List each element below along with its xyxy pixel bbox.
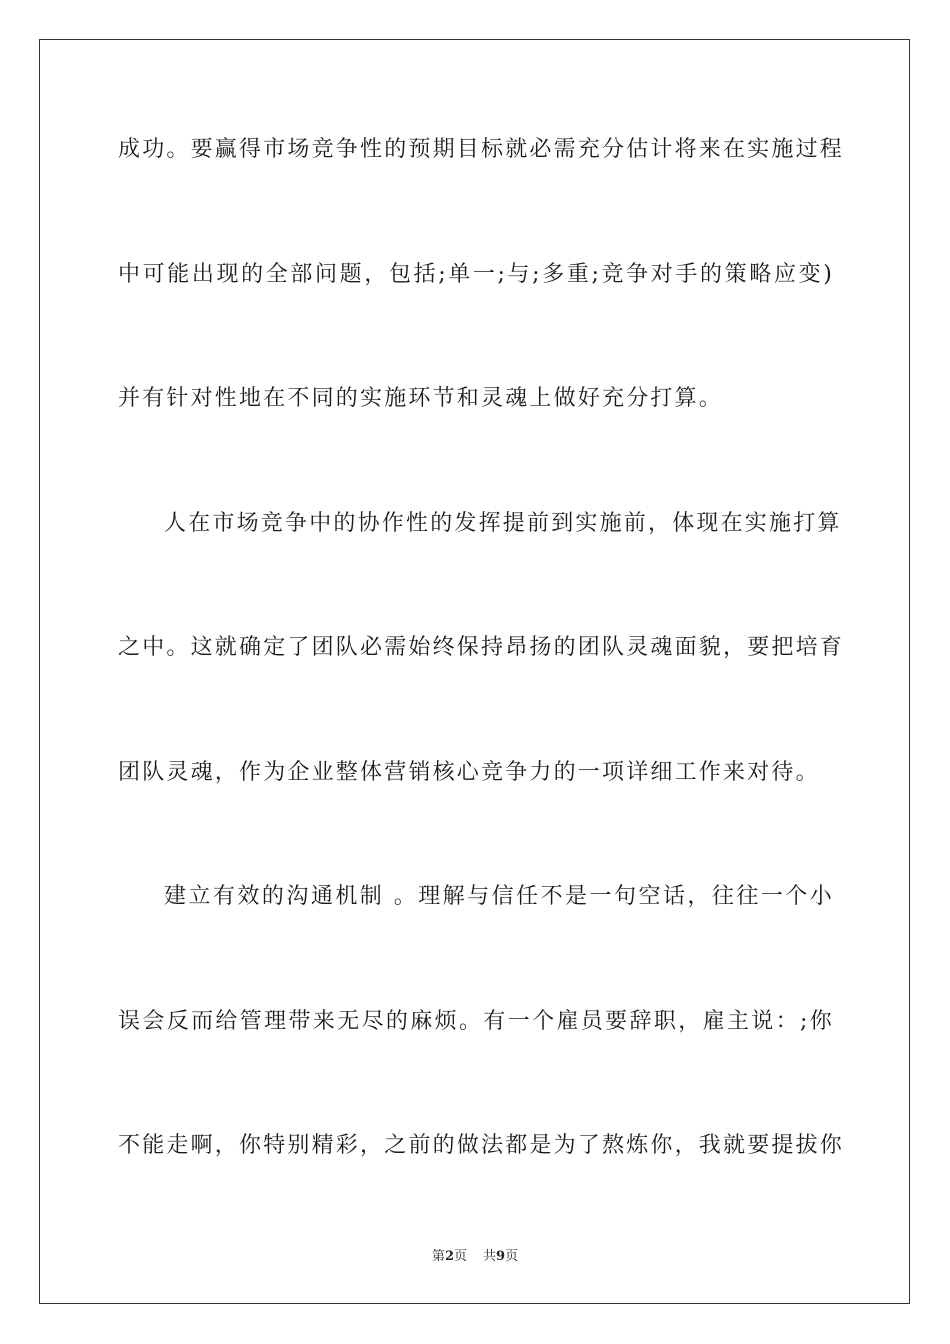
paragraph-line: 成功。要赢得市场竞争性的预期目标就必需充分估计将来在实施过程 bbox=[118, 137, 845, 162]
total-prefix: 共 bbox=[483, 1249, 497, 1264]
paragraph-line: 误会反而给管理带来无尽的麻烦。有一个雇员要辞职，雇主说：;你 bbox=[118, 1009, 834, 1034]
page-border bbox=[39, 39, 910, 1304]
page-prefix: 第 bbox=[431, 1249, 445, 1264]
total-suffix: 页 bbox=[505, 1249, 519, 1264]
page-suffix: 页 bbox=[453, 1249, 467, 1264]
page-number: 2 bbox=[444, 1249, 454, 1264]
paragraph-line: 不能走啊，你特别精彩，之前的做法都是为了熬炼你，我就要提拔你 bbox=[118, 1133, 845, 1158]
paragraph-line: 团队灵魂，作为企业整体营销核心竞争力的一项详细工作来对待。 bbox=[118, 760, 820, 785]
paragraph-line: 人在市场竞争中的协作性的发挥提前到实施前，体现在实施打算 bbox=[164, 511, 842, 536]
page-footer bbox=[0, 1248, 950, 1266]
total-pages: 9 bbox=[496, 1249, 506, 1264]
paragraph-line: 之中。这就确定了团队必需始终保持昂扬的团队灵魂面貌，要把培育 bbox=[118, 635, 845, 660]
paragraph-line: 建立有效的沟通机制 。理解与信任不是一句空话，往往一个小 bbox=[164, 884, 834, 909]
paragraph-line: 并有针对性地在不同的实施环节和灵魂上做好充分打算。 bbox=[118, 386, 724, 411]
paragraph-line: 中可能出现的全部问题，包括;单一;与;多重;竞争对手的策略应变) bbox=[118, 262, 834, 287]
